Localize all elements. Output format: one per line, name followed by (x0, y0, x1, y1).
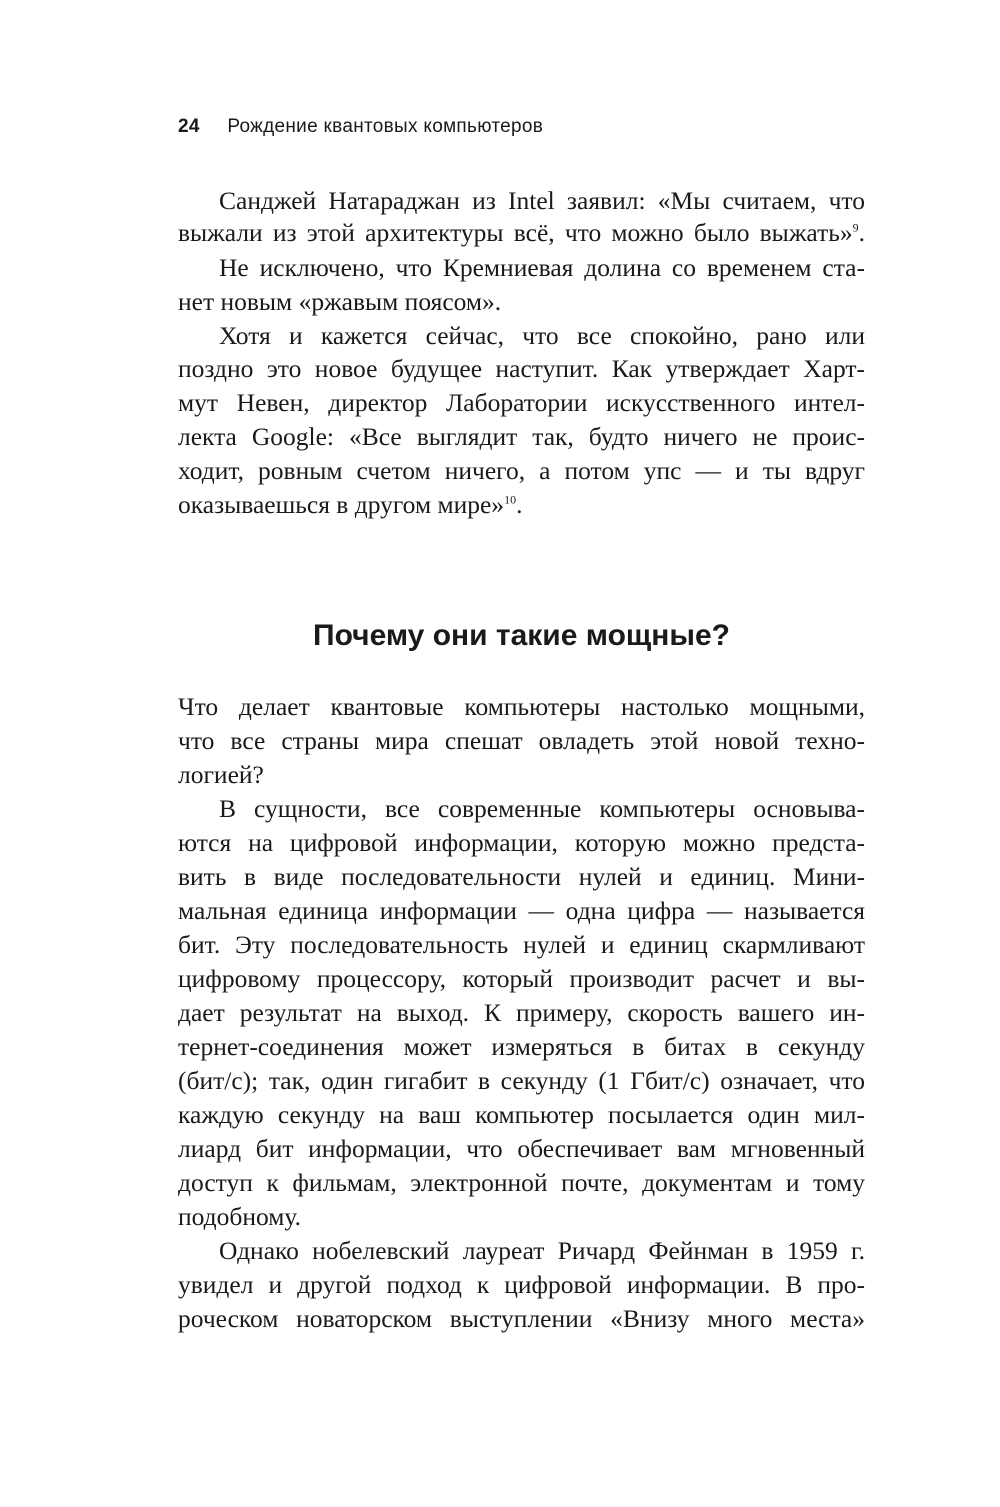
text-line: поздно это новое будущее наступит. Как утверждает Харт- (178, 354, 865, 383)
text-line: роческом новаторском выступлении «Внизу много места» (178, 1304, 865, 1333)
text-line: оказываешься в другом мире»$^{10}$. (178, 490, 523, 519)
text-line: бит. Эту последовательность нулей и единиц скармливают (178, 930, 865, 959)
page-number: 24 (178, 116, 200, 137)
text-line: ходит, ровным счетом ничего, а потом упс — и ты вдруг (178, 456, 865, 485)
text-line: Однако нобелевский лауреат Ричард Фейнман в 1959 г. (219, 1236, 865, 1265)
text-line: (бит/с); так, один гигабит в секунду (1 Гбит/с) означает, что (178, 1066, 865, 1095)
text-line: выжали из этой архитектуры всё, что можно было выжать»$^9$. (178, 218, 865, 247)
text-line: нет новым «ржавым поясом». (178, 287, 502, 316)
section-heading: Почему они такие мощные? (313, 619, 730, 652)
running-title: Рождение квантовых компьютеров (227, 116, 544, 137)
text-line: каждую секунду на ваш компьютер посылается один мил- (178, 1100, 865, 1129)
text-line: что все страны мира спешат овладеть этой новой техно- (178, 726, 865, 755)
text-line: лиард бит информации, что обеспечивает вам мгновенный (178, 1134, 865, 1163)
text-line: Хотя и кажется сейчас, что все спокойно, рано или (219, 321, 865, 350)
text-line: ются на цифровой информации, которую можно предста- (178, 828, 865, 857)
text-line: мут Невен, директор Лаборатории искусственного интел- (178, 388, 865, 417)
text-line: Что делает квантовые компьютеры настолько мощными, (178, 692, 865, 721)
running-head (178, 116, 543, 138)
text-line: подобному. (178, 1202, 301, 1231)
text-line: доступ к фильмам, электронной почте, документам и тому (178, 1168, 865, 1197)
text-line: мальная единица информации — одна цифра — называется (178, 896, 865, 925)
text-line: увидел и другой подход к цифровой информации. В про- (178, 1270, 865, 1299)
text-line: лекта Google: «Все выглядит так, будто ничего не проис- (178, 422, 865, 451)
text-line: тернет-соединения может измеряться в битах в секунду (178, 1032, 865, 1061)
text-line: Не исключено, что Кремниевая долина со временем ста- (219, 253, 865, 282)
text-line: Санджей Натараджан из Intel заявил: «Мы считаем, что (219, 186, 865, 215)
text-line: В сущности, все современные компьютеры основыва- (219, 794, 865, 823)
footnote-mark: 9 (852, 220, 859, 235)
text-line: логией? (178, 760, 264, 789)
text-line: дает результат на выход. К примеру, скорость вашего ин- (178, 998, 865, 1027)
text-line: вить в виде последовательности нулей и единиц. Мини- (178, 862, 865, 891)
footnote-mark: 10 (504, 492, 517, 507)
text-line: цифровому процессору, который производит расчет и вы- (178, 964, 865, 993)
